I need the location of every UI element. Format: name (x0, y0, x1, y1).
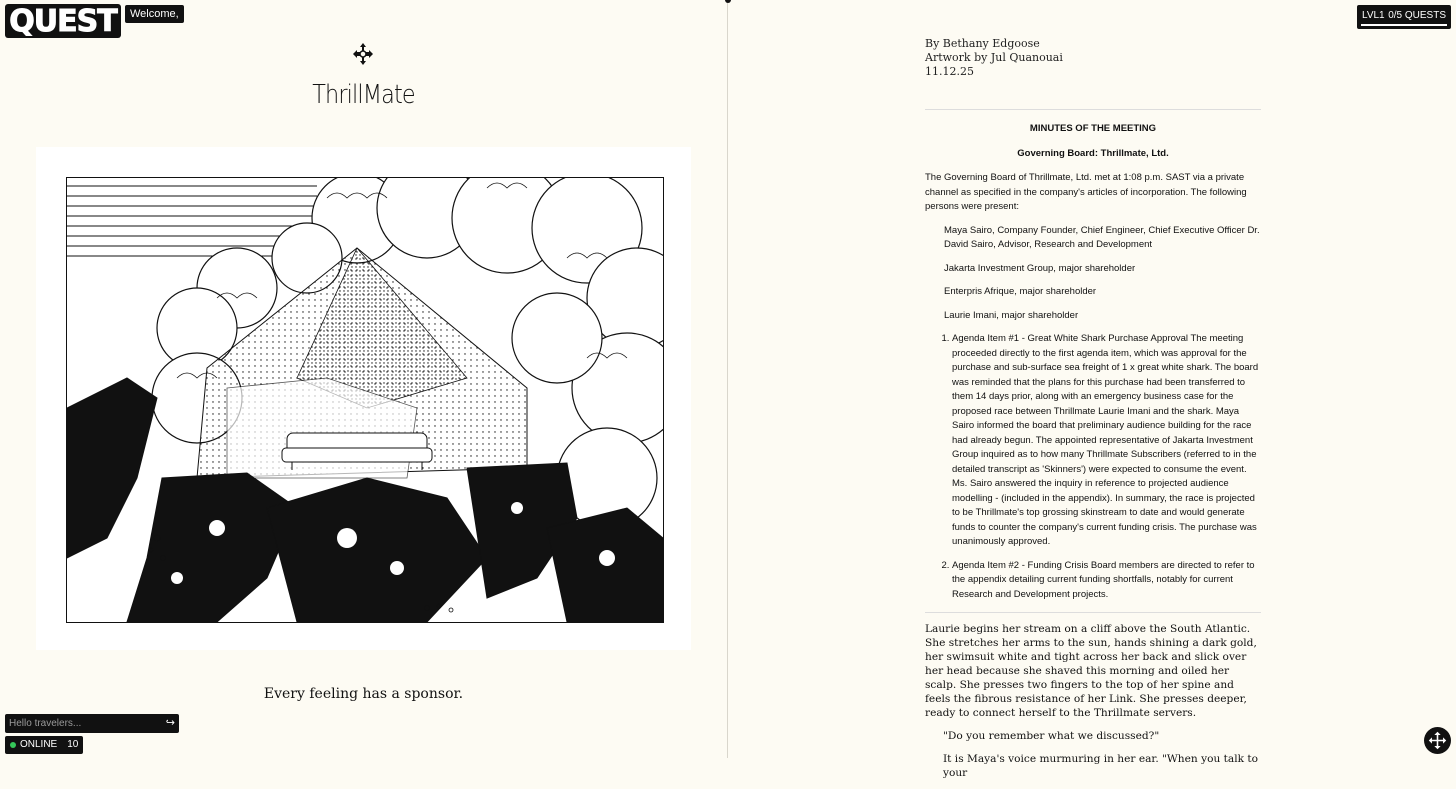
panel-divider (727, 0, 728, 758)
online-dot-icon (10, 742, 16, 748)
cliff-pavilion-illustration (67, 178, 663, 622)
agenda-item: 2. Agenda Item #2 - Funding Crisis Board members are directed to refer to the appendix detailing current funding shortfalls, notably for current Research and Development projects. (952, 559, 1261, 603)
level-quests-widget[interactable] (1357, 5, 1451, 29)
story-paragraph: Laurie begins her stream on a cliff above the South Atlantic. She stretches her arms to the sun, hands shining a dark gold, her swimsuit white and tight across her back and slick over her head because she shaved this morning and oiled her scalp. She presses two fingers to the top of her spine and feels the fibrous resistance of her Link. She presses deeper, ready to connect herself to the Thrillmate servers. (925, 623, 1257, 719)
quests-progress-bar (1361, 24, 1447, 26)
section-divider (925, 612, 1261, 613)
chat-input[interactable] (9, 716, 159, 731)
author: By Bethany Edgoose (925, 37, 1040, 50)
move-button[interactable] (1424, 727, 1451, 754)
chat-box (5, 714, 179, 733)
welcome-badge: Welcome, (125, 5, 184, 23)
story-paragraph: It is Maya's voice murmuring in her ear. "When you talk to your (943, 753, 1259, 779)
quest-logo[interactable] (5, 4, 121, 38)
online-count: 10 (67, 739, 79, 750)
online-status[interactable] (5, 736, 83, 754)
attendee: Laurie Imani, major shareholder (944, 309, 1079, 321)
level-label: LVL1 (1362, 10, 1385, 21)
minutes-title: MINUTES OF THE MEETING (1029, 123, 1157, 134)
tagline: Every feeling has a sponsor. (263, 686, 464, 702)
story-text (925, 622, 1261, 780)
byline (925, 37, 1261, 79)
attendee: Maya Sairo, Company Founder, Chief Engineer, Chief Executive Officer Dr. David Sairo, Advisor, Research and Development (944, 224, 1260, 250)
compass-icon (351, 42, 375, 66)
minutes-intro: The Governing Board of Thrillmate, Ltd. met at 1:08 p.m. SAST via a private channel as specified in the company's articles of incorporation. The following persons were present: (925, 172, 1247, 212)
section-divider (925, 109, 1261, 110)
divider-handle[interactable] (725, 0, 731, 3)
attendee: Enterpris Afrique, major shareholder (944, 286, 1097, 297)
publish-date: 11.12.25 (925, 65, 974, 78)
agenda-list (925, 332, 1261, 602)
move-arrows-icon (1428, 731, 1447, 750)
article (925, 37, 1261, 789)
illustration-frame (36, 147, 691, 650)
illustration (66, 177, 664, 623)
brand-title: ThrillMate (312, 80, 415, 110)
send-icon[interactable]: ↪ (165, 717, 175, 729)
agenda-item: 1. Agenda Item #1 - Great White Shark Purchase Approval The meeting proceeded directly to the first agenda item, which was approval for the purchase and sub-surface sea freight of 1 x great white shark. The board was reminded that the plans for this purchase had been transferred to them 14 days prior, along with an emergency business case for the proposed race between Thrillmate Laurie Imani and the shark. Maya Sairo informed the board that preliminary audience building for the race had already begun. The appointed representative of Jakarta Investment Group inquired as to how many Thrillmate Subscribers (referred to in the detailed transcript as 'Skinners') were expected to consume the event. Ms. Sairo answered the inquiry in reference to projected audience modelling - (included in the appendix). In summary, the race is projected to be Thrillmate's top grossing skinstream to date and would generate funds to counter the company's current funding crisis. The purchase was unanimously approved. (952, 332, 1261, 550)
attendee: Jakarta Investment Group, major shareholder (944, 262, 1136, 274)
logo-text: QUEST (9, 3, 117, 39)
meeting-minutes (925, 122, 1261, 602)
online-label: ONLINE (20, 739, 58, 750)
minutes-subtitle: Governing Board: Thrillmate, Ltd. (1017, 147, 1169, 159)
story-paragraph: "Do you remember what we discussed?" (943, 730, 1160, 742)
quests-label: 0/5 QUESTS (1388, 10, 1446, 21)
artwork-credit: Artwork by Jul Quanouai (925, 51, 1063, 64)
